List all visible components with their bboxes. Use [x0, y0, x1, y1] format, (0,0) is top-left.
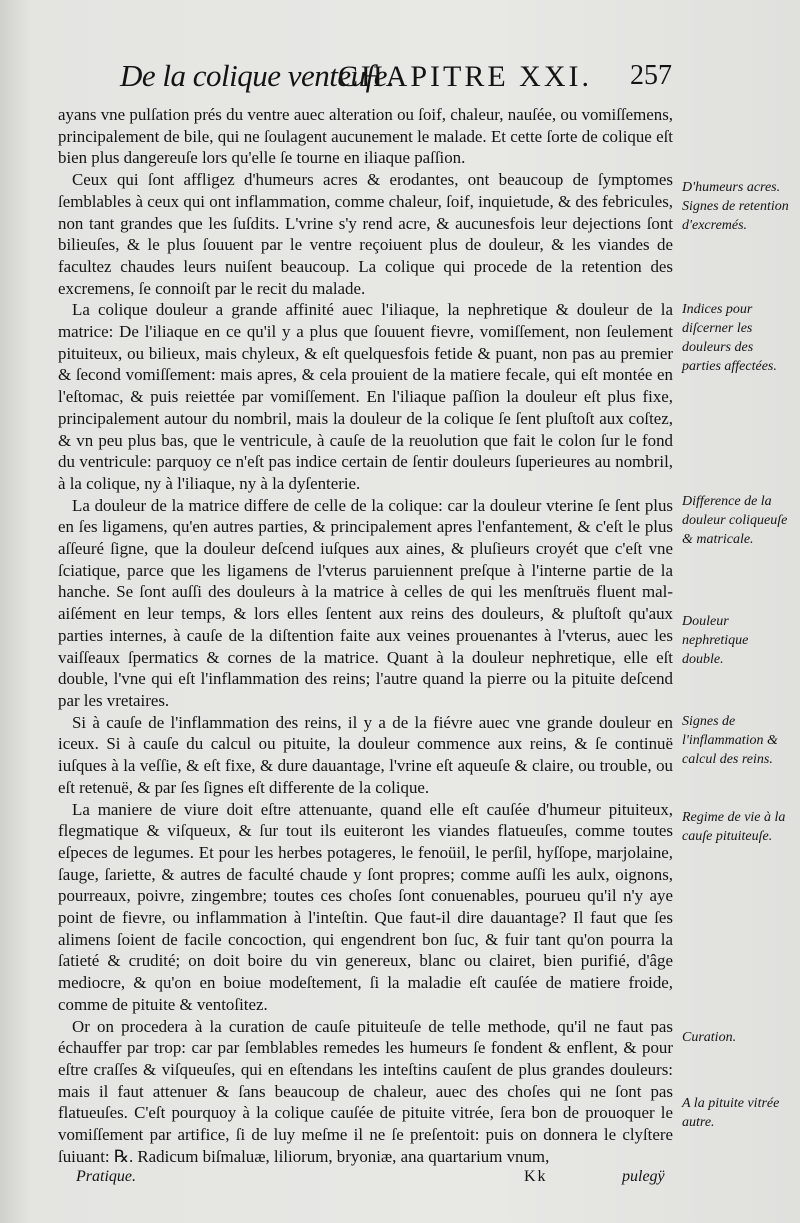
- paragraph: ayans vne pulſation prés du ventre auec alteration ou ſoif, chaleur, nauſée, ou vomiſſemens, principalement de bile, qui ne ſoulagent aucunement le malade. Et cette ſorte de colique eſt bien plus dangereuſe lors qu'elle ſe tourne en iliaque paſſion.: [58, 105, 673, 168]
- margin-note: Regime de vie à la cauſe pituiteuſe.: [682, 810, 786, 844]
- page-header: [0, 52, 800, 100]
- margin-note: A la pituite vitrée autre.: [682, 1096, 780, 1130]
- margin-note: Douleur nephretique double.: [682, 614, 749, 667]
- paragraph: La douleur de la matrice differe de celle de la colique: car la douleur vterine ſe ſent plus en ſes ligamens, qu'en autres parties, & principalement apres l'enfantement, & c'eſt le plus aſſeuré ſigne, que la douleur deſcend iuſques aux aines, & pluſieurs croyét que c'eſt vne ſciatique, parce que les ligamens de l'vterus paruiennent preſque à l'interne partie de la hanche. Se ſont auſſi des douleurs à la matrice à celles de qui les menſtruës fluent mal-aiſément en leur temps, & lors elles ſentent aux reins des douleurs, & pluſtoſt qu'aux parties internes, à cauſe de la diſtention faite aux veines prouenantes à l'vterus, auec les vaiſſeaux ſpermatics & cornes de la matrice. Quant à la douleur nephretique, elle eſt double, l'vne qui eſt l'inflammation des reins; l'autre quand la pierre ou la pituite deſcend par les vretaires.: [58, 495, 673, 710]
- main-text: [58, 104, 673, 1167]
- paragraph: Si à cauſe de l'inflammation des reins, il y a de la fiévre auec vne grande douleur en iceux. Si à cauſe du calcul ou pituite, la douleur commence aux reins, & ſe continuë iuſques à la veſſie, & eſt fixe, & dure dauantage, l'vrine eſt aqueuſe & claire, ou trouble, ou eſt retenuë, & par ſes ſignes eſt differente de la colique.: [58, 712, 673, 797]
- paragraph: Ceux qui ſont affligez d'humeurs acres & erodantes, ont beaucoup de ſymptomes ſemblables à ceux qui ont inflammation, comme chaleur, ſoif, inquietude, & des febricules, non tant grandes que les ſuſdits. L'vrine s'y rend acre, & aucunesfois leur dejections ſont bilieuſes, & le plus ſouuent par le ventre reçoiuent plus de douleur, & les viandes de facultez chaudes leurs nuiſent beaucoup. La colique qui procede de la retention des excremens, ſe connoiſt par le recit du malade.: [58, 170, 673, 298]
- running-title: De la colique venteuſe.: [120, 58, 395, 93]
- page-number: 257: [630, 60, 672, 91]
- footer-label: Pratique.: [76, 1168, 136, 1185]
- margin-note: Signes de l'inflammation & calcul des reins.: [682, 714, 778, 767]
- margin-note: Curation.: [682, 1030, 737, 1045]
- paragraph: La colique douleur a grande affinité auec l'iliaque, la nephretique & douleur de la matrice: De l'iliaque en ce qu'il y a plus que ſouuent fievre, vomiſſement, non ſeulement pituiteux, ou bilieux, mais chyleux, & eſt quelquesfois fetide & puant, non pas au premier & ſecond vomiſſement: mais apres, & cela prouient de la matiere fecale, qui eſt montée en l'eſtomac, & puis reiettée par vomiſſement. En l'iliaque paſſion la douleur eſt plus fixe, principalement autour du nombril, mais la douleur de la colique ſe ſent pluſtoſt aux coſtez, & vn peu plus bas, que le ventricule, à cauſe de la reuolution que fait le colon ſur le fond du ventricule: parquoy ce n'eſt pas indice certain de ſentir douleurs ſuperieures au nombril, à la colique, ny à l'iliaque, ny à la dyſenterie.: [58, 300, 673, 493]
- margin-note: Indices pour diſcerner les douleurs des parties affectées.: [682, 302, 777, 374]
- paragraph: La maniere de viure doit eſtre attenuante, quand elle eſt cauſée d'humeur pituiteux, flegmatique & viſqueux, & ſur tout ils euiteront les viandes flatueuſes, comme toutes eſpeces de legumes. Et pour les herbes potageres, le fenoüil, le perſil, hyſſope, marjolaine, ſauge, ſariette, & autres de faculté chaude y ſont propres; comme auſſi les aulx, oignons, pourreaux, poivre, zingembre; toutes ces choſes ſont conuenables, pourueu qu'il n'y aye point de fievre, ou inflammation à l'inteſtin. Que faut-il dire dauantage? Il faut que ſes alimens ſoient de facile concoction, qui engendrent bon ſuc, & fuir tant qu'on pourra la ſatieté & crudité; on doit boire du vin genereux, blanc ou clairet, bien purifié, d'âge mediocre, & qu'on en boiue modeſtement, ſi la maladie eſt cauſée de matiere froide, comme de pituite & ventoſitez.: [58, 799, 673, 1014]
- signature-mark: Kk: [524, 1168, 548, 1185]
- paragraph: Or on procedera à la curation de cauſe pituiteuſe de telle methode, qu'il ne faut pas échauffer par trop: car par ſemblables remedes les humeurs ſe fondent & enflent, & pour eſtre craſſes & viſqueuſes, qui en eſtendans les inteſtins cauſent de plus grandes douleurs: mais il faut attenuer & ſans beaucoup de chaleur, auec des choſes qui ne ſont pas flatueuſes. C'eſt pourquoy à la colique cauſée de pituite vitrée, ſera bon de prouoquer le vomiſſement par artifice, ſi de luy meſme il ne ſe preſentoit: puis on donnera le clyſtere ſuiuant: ℞. Radicum biſmaluæ, liliorum, bryoniæ, ana quartarium vnum,: [58, 1016, 673, 1166]
- margin-note: D'humeurs acres. Signes de retention d'excremés.: [682, 180, 789, 233]
- margin-note: Difference de la douleur coliqueuſe & matricale.: [682, 494, 788, 547]
- catchword: pulegÿ: [622, 1168, 665, 1185]
- margin-notes: [682, 0, 794, 1223]
- chapter-heading: CHAPITRE XXI.: [338, 60, 592, 93]
- page-footer: [0, 1168, 800, 1198]
